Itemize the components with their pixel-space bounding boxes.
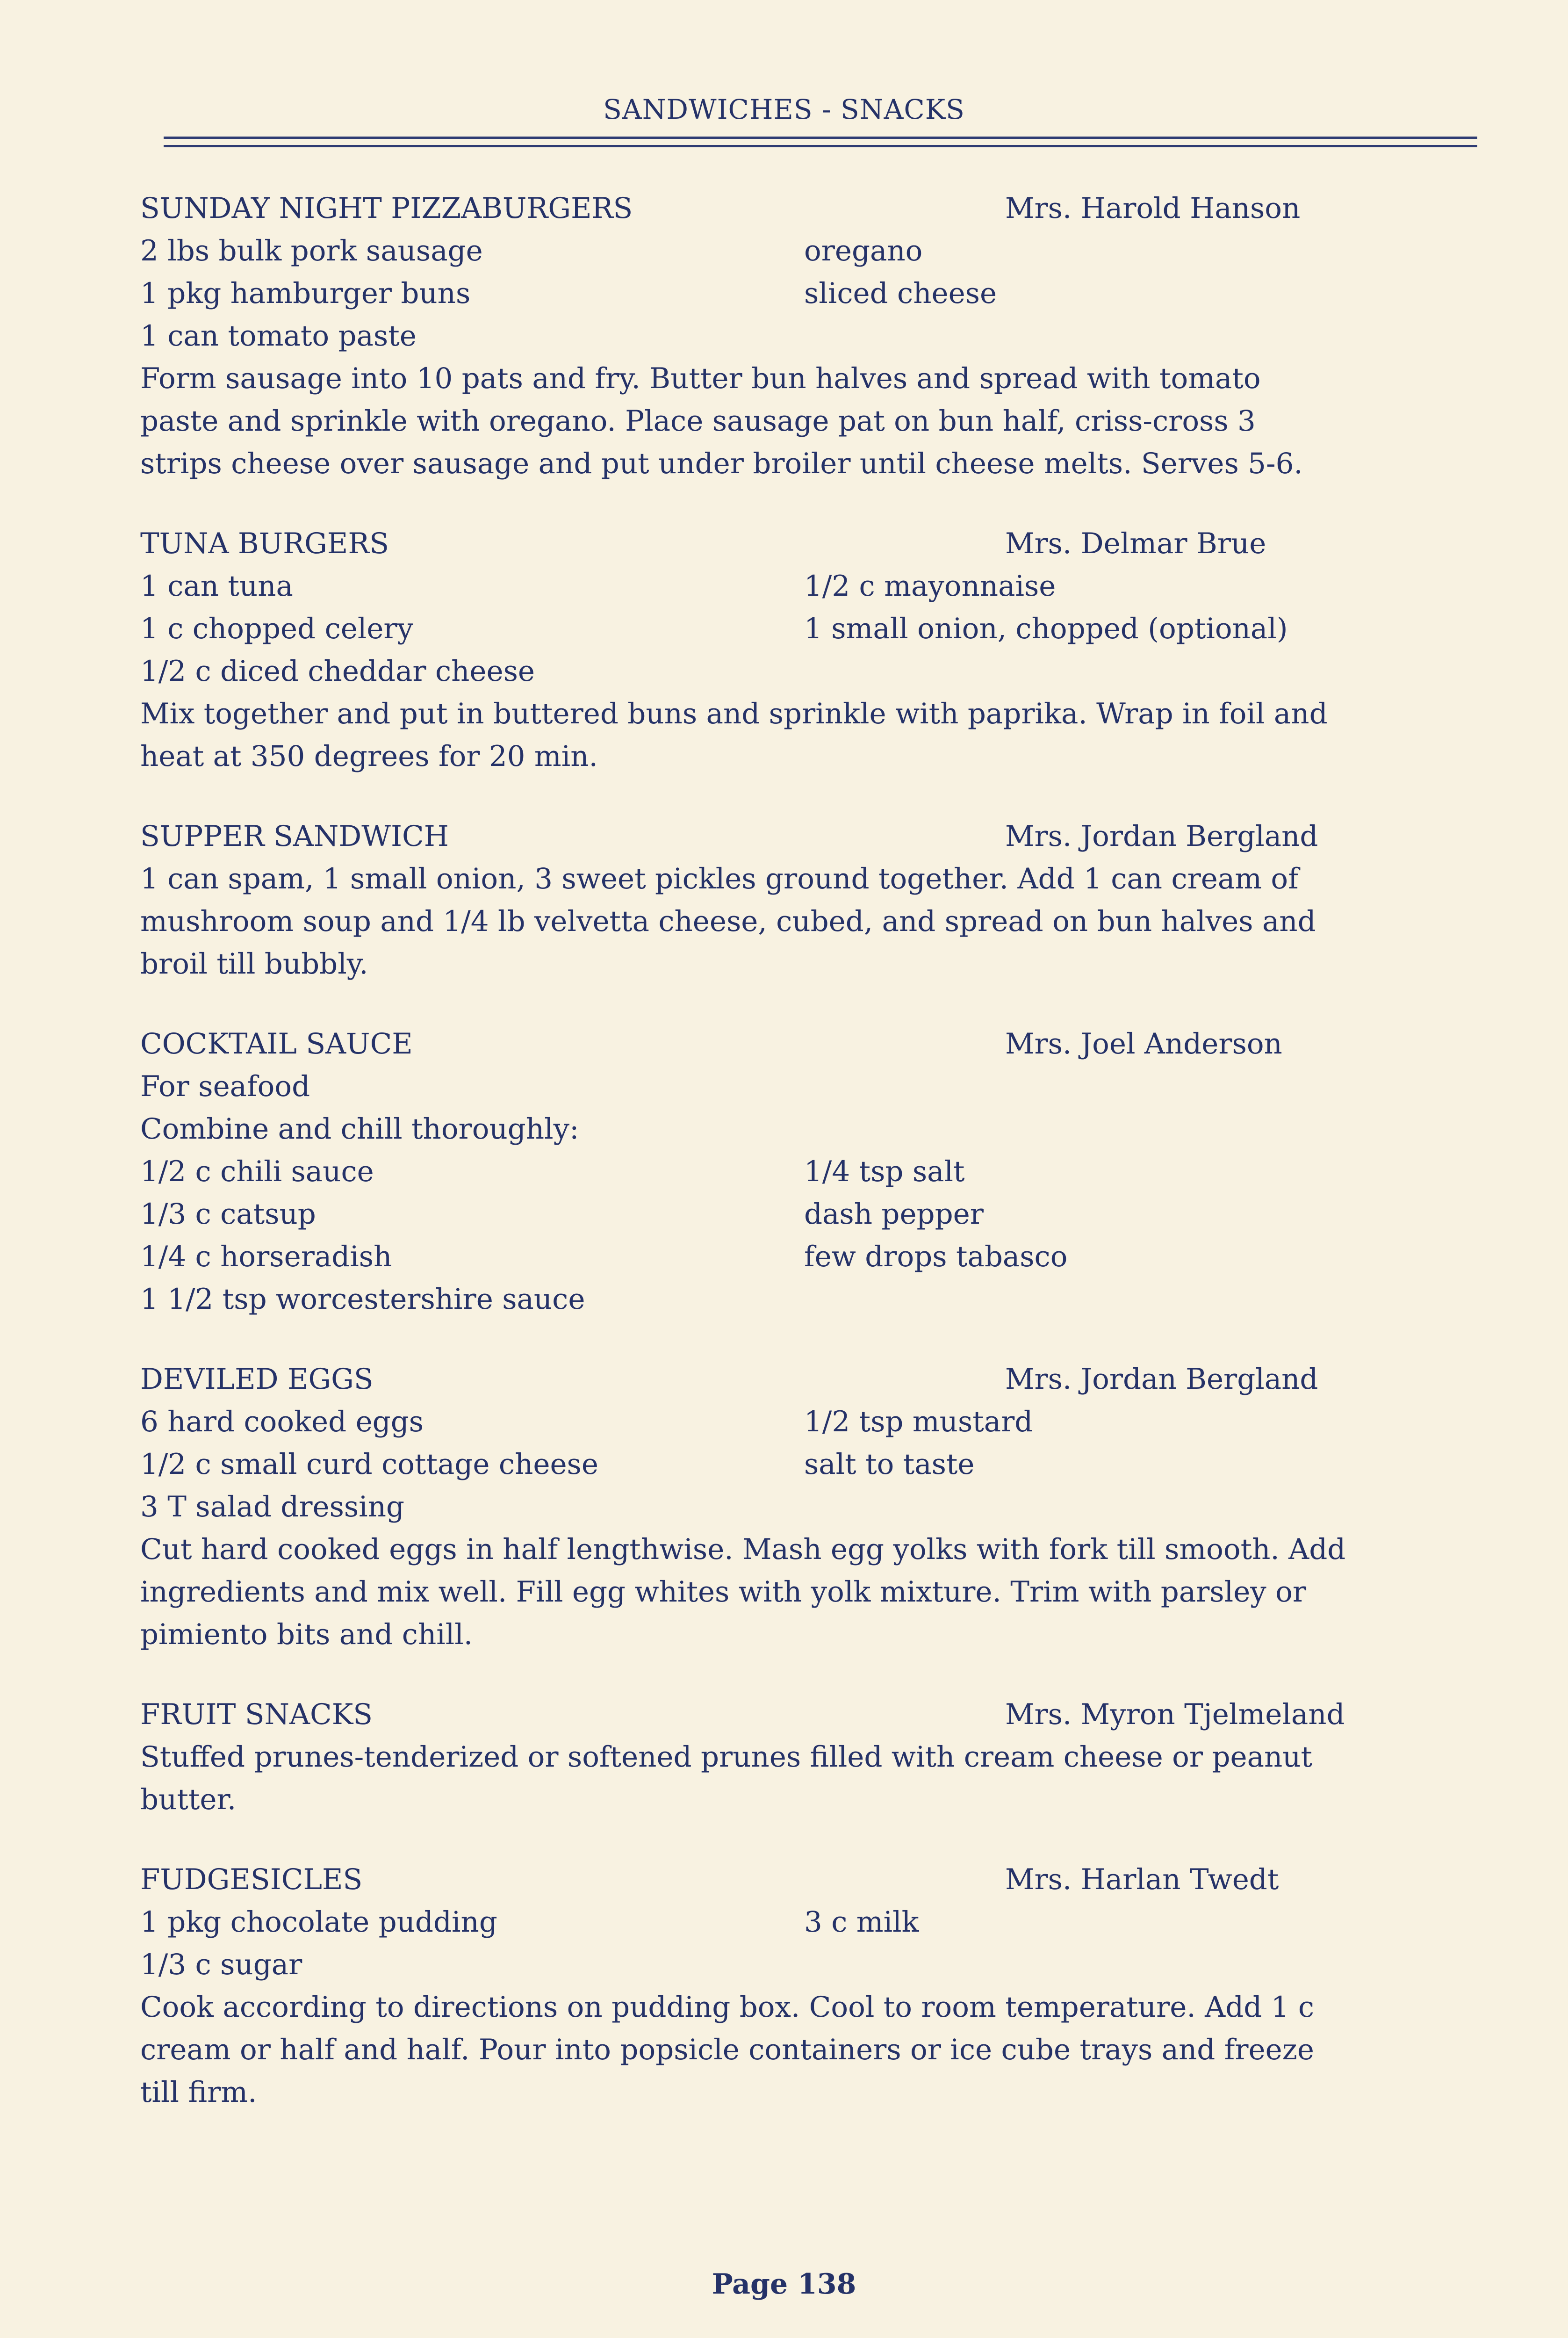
recipe-title: FRUIT SNACKS [140,1698,373,1731]
ingredient: 6 hard cooked eggs [140,1405,424,1438]
recipe-title-row [140,815,1543,858]
ingredient: 1 c chopped celery [140,612,414,645]
ingredient-row [140,230,1543,272]
ingredient: 1/2 tsp mustard [804,1405,1033,1438]
ingredient: 1/4 c horseradish [140,1240,392,1273]
ingredient-row [140,1901,1543,1943]
ingredient-row [140,315,1543,357]
recipe-directions-line: strips cheese over sausage and put under broiler until cheese melts. Serves 5-6. [140,447,1303,480]
recipe-directions-line: paste and sprinkle with oregano. Place sausage pat on bun half, criss-cross 3 [140,404,1256,438]
recipe-directions-line: cream or half and half. Pour into popsicle containers or ice cube trays and freeze [140,2033,1314,2066]
ingredient: sliced cheese [804,277,997,310]
ingredient-row [140,1193,1543,1235]
recipe-directions-line: mushroom soup and 1/4 lb velvetta cheese, cubed, and spread on bun halves and [140,905,1316,938]
ingredient: 1/2 c mayonnaise [804,570,1056,603]
recipe-directions-line: broil till bubbly. [140,947,368,981]
ingredient-row [140,1235,1543,1278]
recipe-directions-line: Mix together and put in buttered buns and sprinkle with paprika. Wrap in foil and [140,697,1328,730]
recipe-title: DEVILED EGGS [140,1363,374,1396]
ingredient-row [140,565,1543,607]
recipe-block [140,187,1543,485]
recipe-directions-line: ingredients and mix well. Fill egg whites with yolk mixture. Trim with parsley or [140,1575,1307,1609]
recipe-directions-line: butter. [140,1783,237,1816]
ingredient-row [140,1943,1543,1986]
ingredient: dash pepper [804,1198,984,1231]
recipe-directions-line: Cook according to directions on pudding box. Cool to room temperature. Add 1 c [140,1991,1315,2024]
ingredient-row [140,1443,1543,1486]
ingredient: 1/2 c diced cheddar cheese [140,655,535,688]
recipe-author: Mrs. Jordan Bergland [1005,820,1318,853]
ingredient: 1/2 c small curd cottage cheese [140,1448,598,1481]
ingredient-row [140,650,1543,693]
header-rule-top [164,137,1477,139]
recipe-author: Mrs. Myron Tjelmeland [1005,1698,1345,1731]
ingredient-row [140,1278,1543,1321]
recipe-title: FUDGESICLES [140,1863,363,1896]
recipe-author: Mrs. Harold Hanson [1005,192,1301,225]
ingredient: 1/3 c catsup [140,1198,316,1231]
recipe-title-row [140,522,1543,565]
recipe-title: SUPPER SANDWICH [140,820,449,853]
recipe-block [140,1358,1543,1656]
recipe-title-row [140,187,1543,230]
recipe-directions-line: Form sausage into 10 pats and fry. Butter bun halves and spread with tomato [140,362,1261,395]
ingredient-row [140,272,1543,315]
recipe-title: COCKTAIL SAUCE [140,1027,413,1061]
recipe-block [140,815,1543,985]
ingredient: 3 c milk [804,1905,919,1939]
ingredient: 1 1/2 tsp worcestershire sauce [140,1283,585,1316]
ingredient-row [140,1400,1543,1443]
recipe-title-row [140,1693,1543,1736]
recipe-directions-line: 1 can spam, 1 small onion, 3 sweet pickles ground together. Add 1 can cream of [140,862,1299,895]
ingredient: 1 small onion, chopped (optional) [804,612,1288,645]
header-rule-bottom [164,145,1477,147]
recipe-title: SUNDAY NIGHT PIZZABURGERS [140,192,633,225]
recipe-block [140,1858,1543,2114]
ingredient: oregano [804,234,923,267]
recipe-title-row [140,1858,1543,1901]
ingredient: 2 lbs bulk pork sausage [140,234,483,267]
recipe-directions-line: till firm. [140,2076,257,2109]
ingredient: 1/4 tsp salt [804,1155,965,1188]
recipe-list [140,187,1543,2151]
ingredient: 3 T salad dressing [140,1490,405,1523]
recipe-directions-line: heat at 350 degrees for 20 min. [140,740,598,773]
recipe-title-row [140,1358,1543,1400]
ingredient: 1 can tuna [140,570,293,603]
ingredient: 1/2 c chili sauce [140,1155,374,1188]
recipe-directions-line: pimiento bits and chill. [140,1618,473,1651]
recipe-intro: Combine and chill thoroughly: [140,1112,579,1146]
recipe-directions-line: Stuffed prunes-tenderized or softened prunes filled with cream cheese or peanut [140,1740,1313,1774]
recipe-block [140,522,1543,778]
recipe-author: Mrs. Joel Anderson [1005,1027,1282,1061]
recipe-title: TUNA BURGERS [140,527,389,560]
page-number: Page 138 [712,2268,856,2301]
recipe-block [140,1023,1543,1321]
recipe-directions-line: Cut hard cooked eggs in half lengthwise. Mash egg yolks with fork till smooth. Add [140,1533,1346,1566]
recipe-author: Mrs. Delmar Brue [1005,527,1266,560]
ingredient: salt to taste [804,1448,975,1481]
recipe-block [140,1693,1543,1821]
ingredient-row [140,1486,1543,1528]
ingredient: 1/3 c sugar [140,1948,302,1981]
ingredient: few drops tabasco [804,1240,1068,1273]
recipe-author: Mrs. Harlan Twedt [1005,1863,1279,1896]
ingredient: 1 pkg chocolate pudding [140,1905,497,1939]
ingredient-row [140,607,1543,650]
recipe-title-row [140,1023,1543,1065]
recipe-intro: For seafood [140,1070,310,1103]
page-header: SANDWICHES - SNACKS [603,94,965,125]
ingredient-row [140,1150,1543,1193]
recipe-author: Mrs. Jordan Bergland [1005,1363,1318,1396]
ingredient: 1 can tomato paste [140,319,417,353]
ingredient: 1 pkg hamburger buns [140,277,471,310]
